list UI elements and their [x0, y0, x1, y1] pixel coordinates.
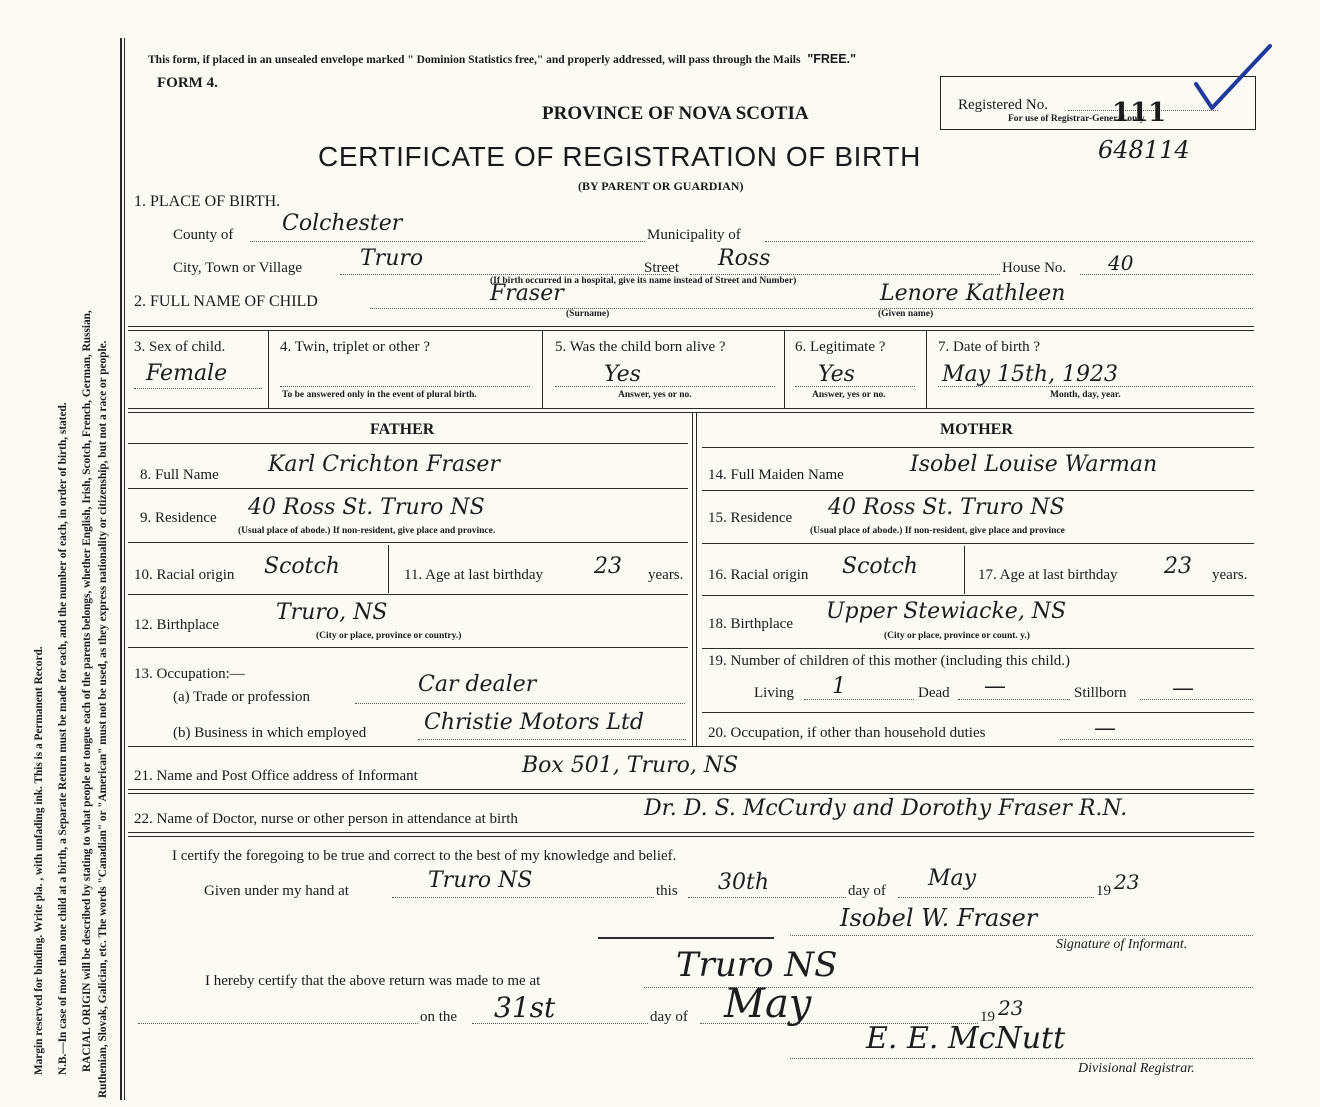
mother-occupation-dots [1060, 739, 1253, 740]
father-trade-value: Car dealer [418, 672, 537, 697]
sex-value: Female [146, 361, 228, 386]
child-surname: Fraser [490, 281, 564, 306]
rule [702, 595, 1254, 596]
this-dots [688, 897, 846, 898]
city-label: City, Town or Village [173, 260, 303, 276]
municipality-dots [765, 241, 1253, 242]
dayof-value: May [928, 866, 977, 891]
dob-value: May 15th, 1923 [942, 362, 1119, 387]
dead-dots [958, 699, 1070, 700]
father-age-label: 11. Age at last birthday [404, 567, 543, 583]
rule [128, 746, 1254, 747]
sex-dots [134, 388, 262, 389]
registrar-signature-dots [790, 1058, 1253, 1059]
mother-birthplace-note: (City or place, province or count. y.) [884, 631, 1030, 641]
rule [128, 488, 688, 489]
this-value: 30th [718, 870, 770, 895]
legit-dots [795, 386, 915, 387]
attendant-value: Dr. D. S. McCurdy and Dorothy Fraser R.N. [644, 796, 1128, 821]
father-residence-note: (Usual place of abode.) If non-resident, give place and province. [238, 526, 496, 536]
rule [702, 490, 1254, 491]
on-label: on the [420, 1009, 458, 1025]
rule [696, 412, 697, 746]
registrar-left-dots [138, 1023, 418, 1024]
rule [388, 545, 389, 593]
rule [128, 412, 1254, 413]
hospital-note: (If birth occurred in a hospital, give its name instead of Street and Number) [490, 276, 797, 286]
rule [128, 836, 1254, 837]
surname-caption: (Surname) [566, 309, 610, 319]
registrar-place: Truro NS [676, 945, 838, 985]
father-racial-label: 10. Racial origin [134, 567, 235, 583]
year-value: 23 [1114, 870, 1140, 894]
rule [128, 326, 1254, 327]
registration-number-handwritten: 648114 [1098, 136, 1190, 164]
given-label: Given under my hand at [204, 883, 349, 899]
father-age-value: 23 [594, 554, 622, 579]
dob-dots [938, 386, 1253, 387]
street-dots [690, 274, 1000, 275]
stillborn-label: Stillborn [1074, 685, 1127, 701]
mother-residence-value: 40 Ross St. Truro NS [828, 495, 1065, 520]
county-value: Colchester [282, 211, 403, 236]
mail-notice-text: This form, if placed in an unsealed envelope marked " Dominion Statistics free," and properly addressed, will pass through the Mails [148, 54, 801, 66]
father-name-label: 8. Full Name [140, 467, 219, 483]
mother-children-label: 19. Number of children of this mother (including this child.) [708, 653, 1071, 669]
rule [926, 330, 927, 408]
mother-occupation-value: — [1094, 716, 1116, 741]
rule [964, 546, 965, 594]
twin-note: To be answered only in the event of plural birth. [282, 390, 477, 400]
father-trade-label: (a) Trade or profession [173, 689, 311, 705]
province-heading: PROVINCE OF NOVA SCOTIA [542, 103, 809, 124]
place-heading: 1. PLACE OF BIRTH. [134, 193, 281, 210]
rule [598, 937, 774, 939]
rule [128, 793, 1254, 794]
dob-label: 7. Date of birth ? [938, 339, 1041, 355]
registrar-dayof-label: day of [650, 1009, 688, 1025]
registrar-dayof-value: May [724, 981, 812, 1027]
mother-name-label: 14. Full Maiden Name [708, 467, 844, 483]
business-dots [418, 739, 686, 740]
mail-notice [148, 53, 856, 67]
alive-label: 5. Was the child born alive ? [555, 339, 726, 355]
twin-dots [280, 386, 530, 387]
page-title: CERTIFICATE OF REGISTRATION OF BIRTH [318, 141, 921, 172]
rule [702, 447, 1254, 448]
mother-age-value: 23 [1164, 554, 1192, 579]
mother-racial-label: 16. Racial origin [708, 567, 809, 583]
rule [542, 330, 543, 408]
rule [128, 408, 1254, 409]
mother-residence-note: (Usual place of abode.) If non-resident, give place and province [810, 526, 1065, 536]
alive-dots [555, 386, 775, 387]
city-dots [340, 274, 670, 275]
mother-age-unit: years. [1212, 567, 1248, 583]
house-dots [1080, 274, 1253, 275]
registrar-caption: Divisional Registrar. [1078, 1061, 1195, 1076]
father-occupation-label: 13. Occupation:— [134, 666, 245, 682]
mail-free: "FREE." [807, 52, 856, 66]
child-name-dots [370, 308, 1253, 309]
rule [128, 542, 688, 543]
margin-nb-note: N.B.—In case of more than one child at a birth, a Separate Return must be made for each, and the number of each, in order of birth, stated. [57, 402, 69, 1075]
registrar-year-value: 23 [998, 996, 1024, 1020]
certify-statement: I certify the foregoing to be true and correct to the best of my knowledge and belief. [172, 848, 677, 864]
child-given-name: Lenore Kathleen [880, 281, 1066, 306]
margin-racial-note-2: Ruthenian, Slovak, Galician, etc. The words "Canadian" or "American" must not be used, as they express nationality or citizenship, but not a race or people. [97, 340, 109, 1098]
sex-label: 3. Sex of child. [134, 339, 226, 355]
rule [128, 594, 688, 595]
signature-dots [790, 935, 1253, 936]
rule [268, 330, 269, 408]
on-value: 31st [494, 991, 556, 1024]
living-label: Living [754, 685, 794, 701]
registrar-statement: I hereby certify that the above return was made to me at [205, 973, 541, 989]
rule [128, 330, 1254, 331]
father-racial-value: Scotch [264, 554, 340, 579]
mother-name-value: Isobel Louise Warman [910, 452, 1158, 477]
dayof-dots [898, 897, 1094, 898]
street-value: Ross [718, 246, 771, 271]
father-age-unit: years. [648, 567, 684, 583]
given-place: Truro NS [428, 868, 533, 893]
attendant-label: 22. Name of Doctor, nurse or other person in attendance at birth [134, 811, 518, 827]
rule [128, 832, 1254, 833]
mother-age-label: 17. Age at last birthday [978, 567, 1118, 583]
father-birthplace-label: 12. Birthplace [134, 617, 219, 633]
signature-caption: Signature of Informant. [1056, 937, 1188, 952]
rule [702, 648, 1254, 649]
informant-signature: Isobel W. Fraser [840, 904, 1038, 932]
legit-value: Yes [818, 362, 855, 387]
stillborn-dots [1140, 699, 1253, 700]
municipality-label: Municipality of [647, 227, 741, 243]
mother-racial-value: Scotch [842, 554, 918, 579]
stillborn-value: — [1172, 676, 1194, 701]
father-birthplace-note: (City or place, province or country.) [316, 631, 462, 641]
mother-heading: MOTHER [940, 421, 1013, 438]
father-business-value: Christie Motors Ltd [424, 710, 644, 735]
year-prefix: 19 [1096, 883, 1111, 899]
page-subtitle: (BY PARENT OR GUARDIAN) [578, 179, 744, 193]
form-number: FORM 4. [157, 75, 218, 91]
rule [702, 712, 1254, 713]
rule [784, 330, 785, 408]
mother-occupation-label: 20. Occupation, if other than household duties [708, 725, 986, 741]
registrar-signature: E. E. McNutt [866, 1021, 1066, 1056]
house-value: 40 [1108, 251, 1134, 275]
trade-dots [355, 703, 685, 704]
informant-value: Box 501, Truro, NS [522, 753, 739, 778]
street-label: Street [644, 260, 679, 276]
alive-note: Answer, yes or no. [618, 390, 692, 400]
rule [128, 647, 688, 648]
rule [128, 443, 688, 444]
dead-value: — [984, 674, 1006, 699]
father-residence-label: 9. Residence [140, 510, 217, 526]
margin-rule-inner [124, 38, 125, 1100]
mother-birthplace-label: 18. Birthplace [708, 616, 793, 632]
father-name-value: Karl Crichton Fraser [268, 452, 500, 477]
registrar-year-prefix: 19 [980, 1009, 995, 1025]
father-business-label: (b) Business in which employed [173, 725, 367, 741]
given-caption: (Given name) [878, 309, 934, 319]
alive-value: Yes [604, 362, 641, 387]
county-label: County of [173, 227, 234, 243]
dob-note: Month, day, year. [1050, 390, 1121, 400]
child-name-label: 2. FULL NAME OF CHILD [134, 293, 318, 310]
rule [128, 789, 1254, 790]
city-value: Truro [360, 246, 424, 271]
rule [692, 412, 693, 746]
registrar-use-note: For use of Registrar-General only. [1008, 114, 1147, 124]
margin-racial-note: RACIAL ORIGIN will be described by stating to what people or tongue each of the parents belongs, whether English, Irish, Scotch, French, German, Russian, [81, 310, 93, 1072]
given-dots [392, 897, 654, 898]
dead-label: Dead [918, 685, 950, 701]
informant-label: 21. Name and Post Office address of Informant [134, 768, 418, 784]
registered-value: 111 [1112, 98, 1167, 128]
margin-rule [120, 38, 122, 1100]
house-label: House No. [1002, 260, 1067, 276]
registered-label: Registered No. [958, 97, 1048, 113]
father-birthplace-value: Truro, NS [276, 600, 388, 625]
living-value: 1 [832, 674, 846, 699]
this-label: this [656, 883, 678, 899]
living-dots [804, 699, 914, 700]
legit-label: 6. Legitimate ? [795, 339, 886, 355]
father-heading: FATHER [370, 421, 435, 438]
rule [702, 543, 1254, 544]
mother-birthplace-value: Upper Stewiacke, NS [826, 599, 1067, 624]
dayof-label: day of [848, 883, 886, 899]
twin-label: 4. Twin, triplet or other ? [280, 339, 430, 355]
margin-binding-note: Margin reserved for binding. Write pla. , with unfading ink. This is a Permanent Record. [33, 646, 45, 1075]
father-residence-value: 40 Ross St. Truro NS [248, 495, 485, 520]
checkmark-icon [1190, 40, 1280, 120]
county-dots [250, 241, 645, 242]
mother-residence-label: 15. Residence [708, 510, 793, 526]
legit-note: Answer, yes or no. [812, 390, 886, 400]
